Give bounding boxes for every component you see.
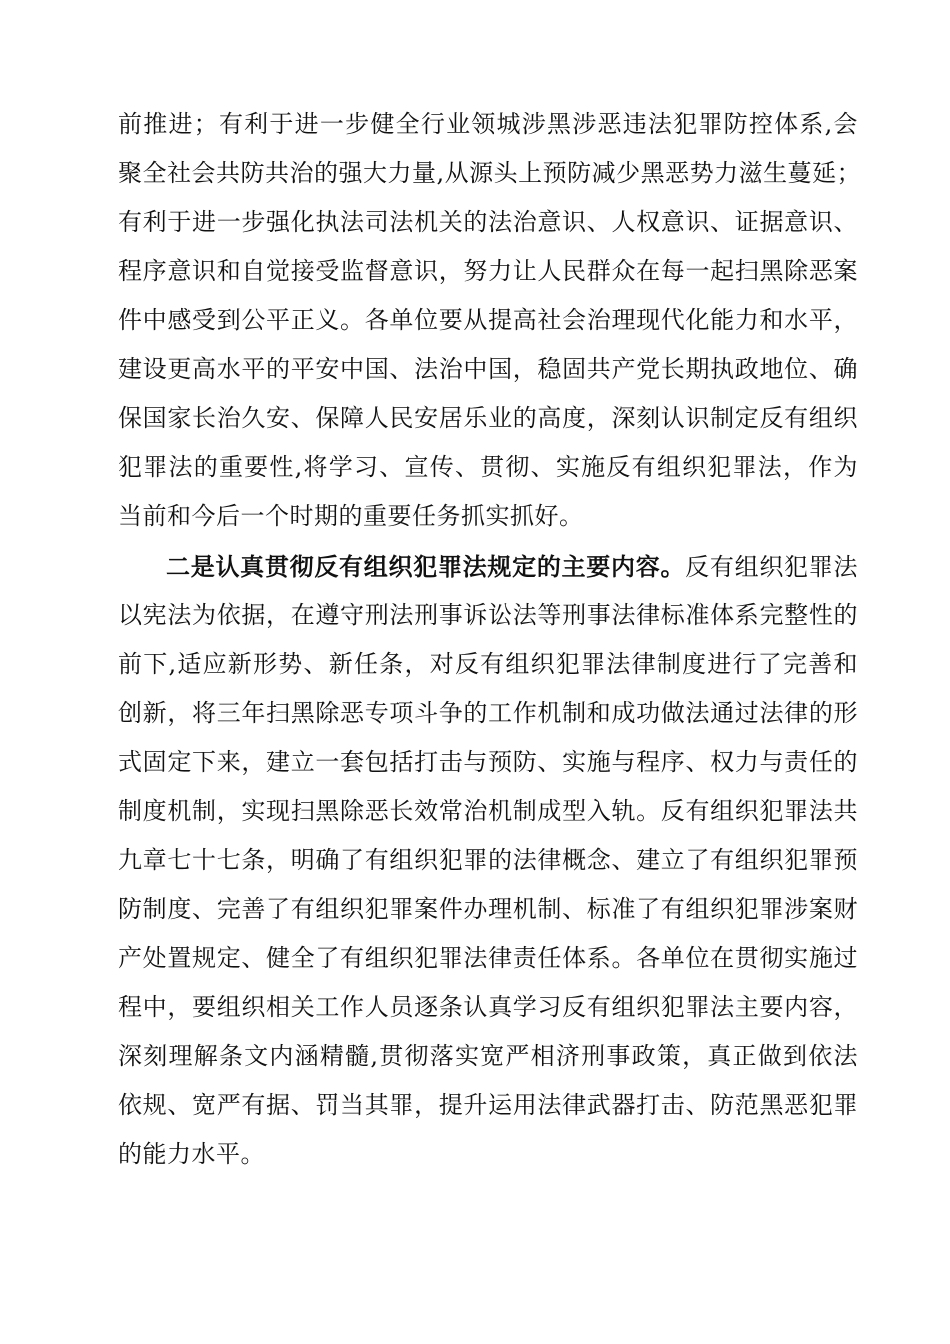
paragraph-1-line: 有利于进一步强化执法司法机关的法治意识、人权意识、证据意识、 [118,208,858,236]
paragraph-2-line: 式固定下来，建立一套包括打击与预防、实施与程序、权力与责任的 [118,748,858,776]
paragraph-2-heading: 二是认真贯彻反有组织犯罪法规定的主要内容。 [166,552,686,581]
paragraph-2-line: 依规、宽严有据、罚当其罪，提升运用法律武器打击、防范黑恶犯罪 [118,1091,858,1119]
paragraph-1-line: 前推进；有利于进一步健全行业领城涉黑涉恶违法犯罪防控体系,会 [118,110,858,138]
paragraph-2-first-line-rest: 反有组织犯罪法 [685,553,859,581]
paragraph-2-line: 九章七十七条，明确了有组织犯罪的法律概念、建立了有组织犯罪预 [118,846,858,874]
paragraph-2-line: 以宪法为依据，在遵守刑法刑事诉讼法等刑事法律标准体系完整性的 [118,601,858,629]
paragraph-2-line: 产处置规定、健全了有组织犯罪法律责任体系。各单位在贯彻实施过 [118,944,858,972]
paragraph-1-line: 保国家长治久安、保障人民安居乐业的高度，深刻认识制定反有组织 [118,404,858,432]
paragraph-2-line: 制度机制，实现扫黑除恶长效常治机制成型入轨。反有组织犯罪法共 [118,797,858,825]
paragraph-2-line: 创新，将三年扫黑除恶专项斗争的工作机制和成功做法通过法律的形 [118,699,858,727]
paragraph-1-line: 聚全社会共防共治的强大力量,从源头上预防减少黑恶势力滋生蔓延； [118,159,862,187]
paragraph-1-line: 犯罪法的重要性,将学习、宣传、贯彻、实施反有组织犯罪法，作为 [118,453,858,481]
paragraph-1-line: 当前和今后一个时期的重要任务抓实抓好。 [118,502,584,530]
paragraph-2-line: 防制度、完善了有组织犯罪案件办理机制、标准了有组织犯罪涉案财 [118,895,858,923]
paragraph-1-line: 件中感受到公平正义。各单位要从提高社会治理现代化能力和水平， [118,306,858,334]
paragraph-1-line: 建设更高水平的平安中国、法治中国，稳固共产党长期执政地位、确 [118,355,858,383]
paragraph-1 [118,100,862,541]
paragraph-2-line: 的能力水平。 [118,1140,265,1168]
paragraph-2-line: 前下,适应新形势、新任条，对反有组织犯罪法律制度进行了完善和 [118,650,858,678]
paragraph-2-line: 深刻理解条文内涵精髓,贯彻落实宽严相济刑事政策，真正做到依法 [118,1042,858,1070]
paragraph-1-line: 程序意识和自觉接受监督意识，努力让人民群众在每一起扫黑除恶案 [118,257,858,285]
paragraph-2-first-line [118,542,858,591]
paragraph-2 [118,542,858,1179]
paragraph-2-line: 程中，要组织相关工作人员逐条认真学习反有组织犯罪法主要内容， [118,993,858,1021]
